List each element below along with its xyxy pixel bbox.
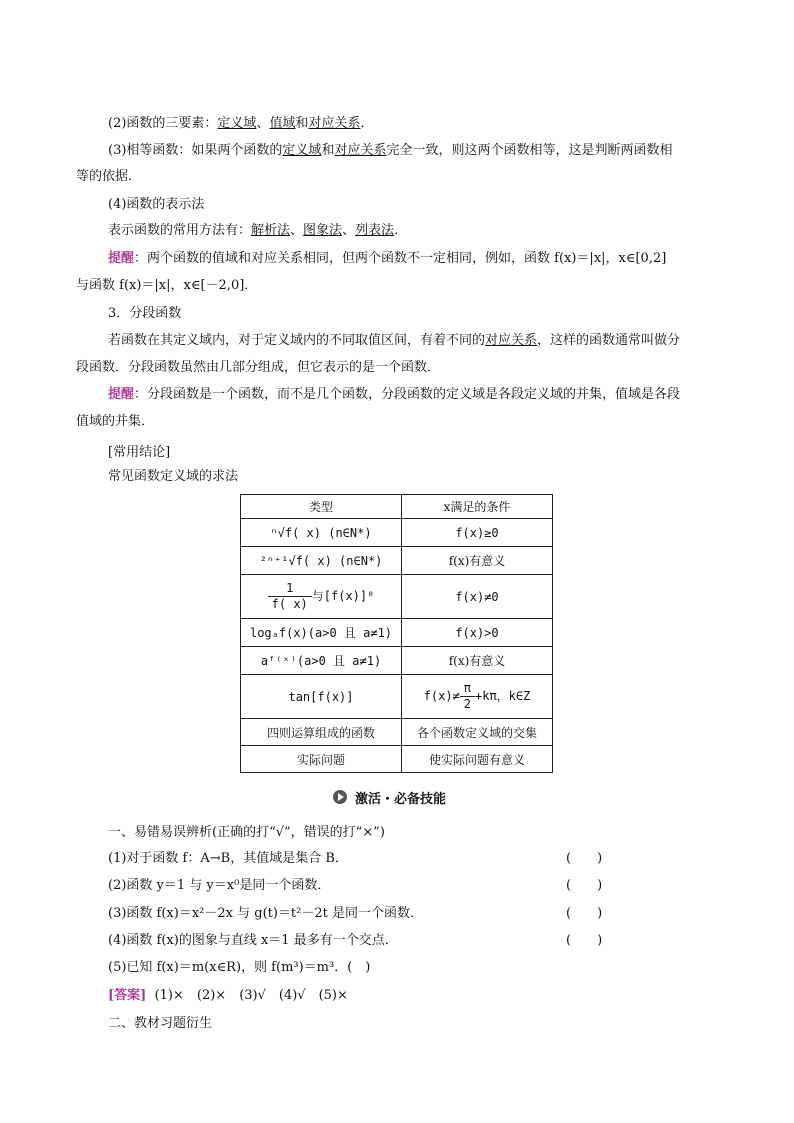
exercise-section-title-2: 二、教材习题衍生: [108, 1016, 213, 1031]
term-range: 值域: [269, 116, 296, 131]
exercise-item: (5)已知 f(x)＝m(x∈R)，则 f(m³)＝m³．( ): [108, 960, 371, 975]
term-mapping: 对应关系: [308, 116, 361, 131]
exercise-item: (2)函数 y＝1 与 y＝x⁰是同一个函数．: [108, 878, 331, 893]
table-row: 实际问题 使实际问题有意义: [241, 746, 553, 773]
hint-label: 提醒: [108, 251, 135, 266]
p3-line: (3)相等函数：如果两个函数的定义域和对应关系完全一致，则这两个函数相等，这是判断两函数相: [108, 143, 673, 158]
section3-title: 3．分段函数: [108, 306, 182, 321]
p4-line: 表示函数的常用方法有：解析法、图象法、列表法．: [108, 223, 408, 238]
play-circle-icon: [333, 790, 347, 804]
exercise-item: (4)函数 f(x)的图象与直线 x＝1 最多有一个交点．: [108, 933, 398, 948]
conclusion-tag: [常用结论]: [108, 445, 171, 460]
table-row: ⁿ√f( x) (n∈N*) f(x)≥0: [241, 519, 553, 547]
fraction: $\frac{1}{f( x)}$: [268, 581, 312, 612]
exercise-item: (3)函数 f(x)＝x²－2x 与 g(t)＝t²－2t 是同一个函数．: [108, 906, 423, 921]
domain-table: [240, 494, 553, 773]
table-row: ²ⁿ⁺¹√f( x) (n∈N*) f(x)有意义: [241, 547, 553, 575]
answer-parens: ( ): [566, 851, 603, 866]
hint2-line2: 值域的并集．: [76, 414, 155, 429]
p4-title: (4)函数的表示法: [108, 197, 205, 212]
table-row: logₐf(x)(a>0 且 a≠1) f(x)>0: [241, 619, 553, 647]
hint2-line: 提醒：分段函数是一个函数，而不是几个函数，分段函数的定义域是各段定义域的并集，值域是各段: [108, 387, 681, 402]
table-header: 类型: [241, 495, 402, 519]
p2-line: (2)函数的三要素：定义域、值域和对应关系．: [108, 116, 374, 131]
section-banner: 激活・必备技能: [333, 788, 446, 806]
answer-parens: ( ): [566, 906, 603, 921]
s3-p1: 若函数在其定义域内，对于定义域内的不同取值区间，有着不同的对应关系，这样的函数通常叫做分: [108, 333, 681, 348]
table-row: aᶠ⁽ˣ⁾(a>0 且 a≠1) f(x)有意义: [241, 647, 553, 675]
hint-label: 提醒: [108, 387, 135, 402]
table-row: 四则运算组成的函数 各个函数定义域的交集: [241, 719, 553, 746]
term-domain: 定义域: [217, 116, 257, 131]
answer-line: [答案] (1)× (2)× (3)√ (4)√ (5)×: [108, 988, 348, 1003]
answer-parens: ( ): [566, 933, 603, 948]
table-row: $\frac{1}{f( x)}$ 与[f(x)]⁰ f(x)≠0: [241, 575, 553, 619]
table-row: tan[f(x)] f(x)≠ $\frac{\pi}{2}$ +kπ，k∈Z: [241, 675, 553, 719]
conclusion-subtitle: 常见函数定义域的求法: [108, 469, 239, 484]
hint1-line2: 与函数 f(x)＝|x|，x∈[－2,0]．: [76, 278, 258, 293]
exercise-section-title: 一、易错易误辨析(正确的打“√”，错误的打“×”): [108, 825, 385, 840]
answer-parens: ( ): [566, 878, 603, 893]
p3-line2: 等的依据．: [76, 169, 142, 184]
table-header: x满足的条件: [402, 495, 553, 519]
answer-label: [答案]: [108, 988, 147, 1003]
fraction: $\frac{\pi}{2}$: [460, 681, 475, 712]
hint1-line: 提醒：两个函数的值域和对应关系相同，但两个函数不一定相同，例如，函数 f(x)＝|x|，x∈[0,2]: [108, 251, 667, 266]
exercise-item: (1)对于函数 f：A→B，其值域是集合 B．: [108, 851, 348, 866]
s3-p1-line2: 段函数．分段函数虽然由几部分组成，但它表示的是一个函数．: [76, 360, 441, 375]
